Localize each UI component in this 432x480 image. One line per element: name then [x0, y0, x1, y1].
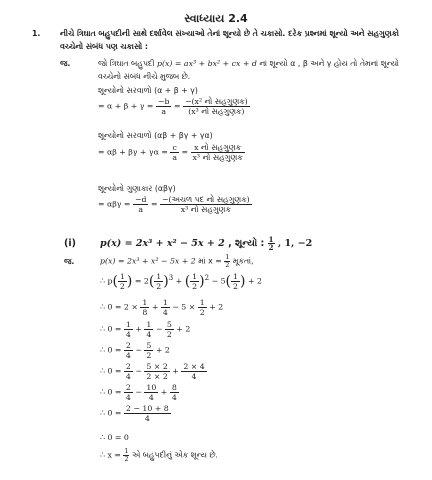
step1-pre: ∴ p: [100, 276, 113, 286]
step6-pre: ∴ 0 =: [100, 387, 122, 397]
step1-mid1: = 2: [134, 276, 149, 286]
sum-frac-num: −b: [157, 97, 170, 106]
step3-mid1: +: [135, 324, 142, 334]
sum-eq-mid: =: [173, 101, 181, 111]
step-4: [100, 341, 170, 360]
step1-t1-den: 2: [156, 282, 162, 291]
step5-f2-den: 2 × 2: [146, 372, 168, 381]
step2-end: + 2: [209, 302, 224, 312]
question-number: 1.: [32, 29, 41, 38]
step1-mid3: − 5: [211, 276, 226, 286]
step2-f3-den: 2: [199, 308, 205, 317]
sum-equation: [98, 97, 250, 116]
part-i-statement: [100, 236, 312, 251]
intro-line2: વચ્ચેનો સંબંધ નીચે મુજબ છે.: [98, 72, 191, 81]
step3-f3-den: 2: [166, 330, 172, 339]
step6-mid2: +: [160, 387, 168, 397]
zero1-den: 2: [268, 243, 274, 252]
step6-f2-num: 10: [146, 383, 157, 392]
step1-t2-den: 2: [192, 282, 198, 291]
step3-f3-num: 5: [166, 320, 172, 329]
step9-post: એ બહુપદીનું એક શૂન્ય છે.: [131, 450, 218, 460]
intro-line1-post: નાં શૂન્યો α , β અને γ હોય તો તેમનાં શૂન્યો: [259, 59, 399, 68]
pair-eq-pre: = αβ + βγ + γα =: [98, 147, 168, 157]
page-title: સ્વાધ્યાય 2.4: [184, 12, 248, 25]
question-text-line1: નીચે ત્રિઘાત બહુપદીની સાથે દર્શાવેલ સંખ્યાઓ તેનાં શૂન્યો છે તે ચકાસો. દરેક પ્રશ્નમાં શૂન્યો અને સહગુણકો: [60, 29, 399, 38]
step2-mid2: − 5 ×: [172, 302, 196, 312]
part-label: (i): [64, 238, 76, 249]
step-9: [100, 448, 218, 463]
prod-heading: શૂન્યોનો ગુણાકાર (αβγ): [98, 184, 176, 193]
sol-poly: p(x) = 2x³ + x² − 5x + 2: [100, 256, 196, 266]
step5-mid2: +: [172, 366, 179, 376]
step6-f2-den: 4: [148, 393, 154, 402]
prod-frac2-den: x³ નો સહગુણક: [180, 205, 231, 214]
intro-poly: p(x) = ax³ + bx² + cx + d: [156, 59, 257, 68]
pair-equation: [98, 143, 245, 162]
step2-f2-den: 4: [162, 308, 168, 317]
prod-frac-den: a: [138, 205, 144, 214]
prod-eq-pre: = αβγ =: [98, 199, 131, 209]
pair-frac2-num: x નો સહગુણક: [191, 143, 245, 153]
step3-pre: ∴ 0 =: [100, 324, 122, 334]
step1-end: + 2: [247, 276, 262, 286]
step4-f1-num: 2: [125, 341, 131, 350]
step5-f1-num: 2: [125, 362, 131, 371]
step-2: [100, 298, 223, 317]
step1-arg-num: 1: [119, 272, 125, 281]
step-1: ∴ p( $\frac{1}{2}$ ) = 2( $\frac{1}{2}$ )$^3$ + ( $\frac{1}{2}$ )$^2$ − 5( $\frac{1}{2}$ ) + 2: [100, 272, 262, 291]
step1-mid2: +: [175, 276, 183, 286]
pair-frac-num: c: [170, 143, 179, 153]
step7-pre: ∴ 0 =: [100, 408, 122, 418]
part-i-poly: p(x) = 2x³ + x² − 5x + 2: [100, 238, 225, 249]
step6-f3-num: 8: [171, 383, 177, 392]
step2-mid1: +: [151, 302, 159, 312]
step-7: [100, 404, 171, 423]
solution-label: જ.: [64, 257, 75, 266]
answer-label: જ.: [60, 59, 71, 68]
step5-f3-num: 2 × 4: [183, 362, 205, 371]
step-5: [100, 362, 207, 381]
step-3: [100, 320, 190, 339]
step5-pre: ∴ 0 =: [100, 366, 122, 376]
pair-eq-mid: =: [181, 147, 189, 157]
step9-den: 2: [124, 455, 129, 463]
step1-exp3: 3: [168, 273, 174, 282]
step3-f1-den: 4: [125, 330, 131, 339]
zero1-num: 1: [268, 235, 274, 244]
sum-heading: શૂન્યોનો સરવાળો (α + β + γ): [98, 86, 198, 95]
sol-line1-num: 1: [225, 253, 230, 261]
step2-f2-num: 1: [162, 298, 168, 307]
step2-pre: ∴ 0 = 2 ×: [100, 302, 138, 312]
step7-den: 4: [144, 414, 150, 423]
part-i-zeros-rest: , 1, −2: [277, 238, 313, 249]
step5-f2-num: 5 × 2: [146, 362, 168, 371]
step3-f2-den: 4: [146, 330, 152, 339]
step5-mid1: −: [135, 366, 142, 376]
step-6: [100, 383, 179, 402]
step3-end: + 2: [176, 324, 191, 334]
intro-line1: [98, 59, 399, 69]
sum-frac2-den: (x³ નો સહગુણક): [188, 107, 245, 116]
step6-f1-den: 4: [125, 393, 131, 402]
sol-line1-c: મૂકતાં,: [232, 256, 254, 266]
step2-f1-den: 8: [142, 308, 148, 317]
step1-t3-den: 2: [233, 282, 238, 291]
step-8: ∴ 0 = 0: [100, 433, 129, 442]
pair-heading: શૂન્યોનો સરવાળો (αβ + βγ + γα): [98, 131, 213, 140]
step4-end: + 2: [155, 345, 170, 355]
prod-equation: [98, 195, 252, 214]
step1-exp2: 2: [204, 273, 210, 282]
step1-t2-num: 1: [192, 272, 198, 281]
step1-t3-num: 1: [233, 272, 238, 281]
step4-pre: ∴ 0 =: [100, 345, 122, 355]
step1-t1-num: 1: [156, 272, 162, 281]
step9-num: 1: [124, 447, 129, 455]
step9-pre: ∴ x =: [100, 450, 121, 460]
step4-f1-den: 4: [125, 351, 131, 360]
step4-f2-den: 2: [146, 351, 152, 360]
prod-frac2-num: −(અચળ પદ નો સહગુણક): [162, 195, 250, 204]
prod-frac-num: −d: [134, 195, 147, 204]
intro-line1-pre: જો ત્રિઘાત બહુપદી: [98, 59, 155, 68]
step3-f2-num: 1: [146, 320, 152, 329]
step1-arg-den: 2: [119, 282, 125, 291]
sum-eq-pre: = α + β + γ =: [98, 101, 154, 111]
step5-f3-den: 4: [191, 372, 197, 381]
sum-frac-den: a: [161, 107, 167, 116]
step2-f3-num: 1: [199, 298, 205, 307]
step6-f3-den: 4: [171, 393, 177, 402]
sol-line1-den: 2: [225, 261, 230, 269]
step6-f1-num: 2: [125, 383, 131, 392]
part-i-zeros-label: , શૂન્યો :: [228, 238, 265, 249]
step5-f1-den: 4: [125, 372, 131, 381]
pair-frac-den: a: [172, 153, 178, 162]
sol-line1-b: માં x =: [198, 256, 222, 266]
step3-mid2: −: [155, 324, 163, 334]
step6-mid1: −: [135, 387, 142, 397]
pair-frac2-den: x³ નો સહગુણક: [192, 153, 243, 162]
question-text-line2: વચ્ચેનો સંબંધ પણ ચકાસો :: [60, 42, 149, 51]
step2-f1-num: 1: [142, 298, 148, 307]
step3-f1-num: 1: [125, 320, 131, 329]
step4-mid: −: [135, 345, 142, 355]
step4-f2-num: 5: [146, 341, 152, 350]
sum-frac2-num: −(x² નો સહગુણક): [184, 97, 248, 106]
prod-eq-mid: =: [150, 199, 158, 209]
step7-num: 2 − 10 + 8: [125, 404, 169, 413]
solution-line1: [100, 254, 253, 269]
